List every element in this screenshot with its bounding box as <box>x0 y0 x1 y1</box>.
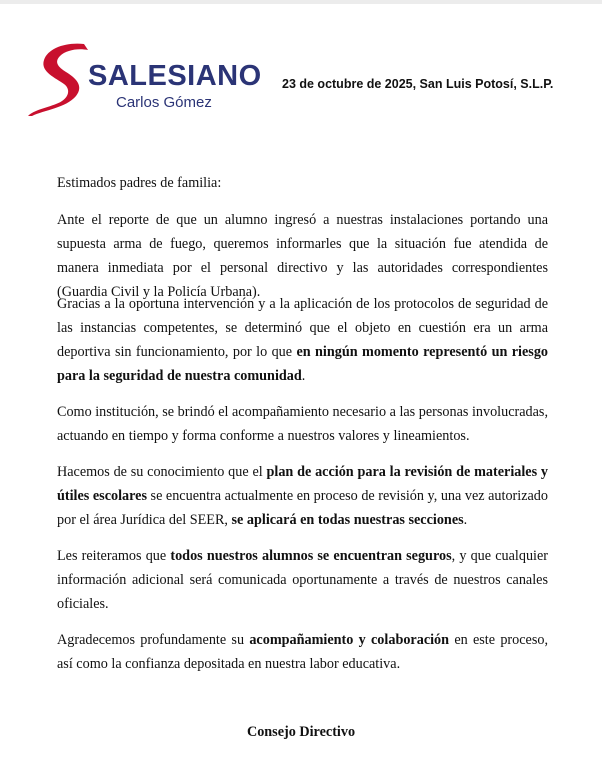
logo-subtitle: Carlos Gómez <box>116 94 212 111</box>
emphasis: acompañamiento y colaboración <box>249 632 450 648</box>
paragraph-3: Como institución, se brindó el acompañamiento necesario a las personas involucradas, actuando en tiempo y forma conforme a nuestros valores y lineamientos. <box>57 404 548 444</box>
paragraph-5: Les reiteramos que todos nuestros alumnos se encuentran seguros, y que cualquier información adicional será comunicada oportunamente a través de nuestros canales oficiales. <box>57 548 549 612</box>
emphasis: plan de acción para la revisión de materiales y útiles escolares <box>57 464 548 504</box>
paragraph-6: Agradecemos profundamente su acompañamiento y colaboración en este proceso, así como la confianza depositada en nuestra labor educativa. <box>57 632 548 672</box>
paragraph-2: Gracias a la oportuna intervención y a la aplicación de los protocolos de seguridad de las instancias competentes, se determinó que el objeto en cuestión era un arma deportiva sin funcionamiento, por lo que en ningún momento representó un riesgo para la seguridad de nuestra comunidad. <box>57 296 549 384</box>
top-border <box>0 0 602 4</box>
paragraph-1: Ante el reporte de que un alumno ingresó a nuestras instalaciones portando una supuesta arma de fuego, queremos informarles que la situación fue atendida de manera inmediata por el personal directivo y las autoridades correspondientes (Guardia Civil y la Policía Urbana). <box>57 212 548 300</box>
paragraph-4: Hacemos de su conocimiento que el plan de acción para la revisión de materiales y útiles escolares se encuentra actualmente en proceso de revisión y, una vez autorizado por el área Jurídica del SEER, se aplicará en todas nuestras secciones. <box>57 464 548 528</box>
logo-s-mark-icon <box>26 40 96 120</box>
emphasis: se aplicará en todas nuestras secciones <box>231 512 464 528</box>
emphasis: todos nuestros alumnos se encuentran seguros <box>170 548 452 564</box>
salutation: Estimados padres de familia: <box>57 175 222 191</box>
date-place: 23 de octubre de 2025, San Luis Potosí, S.L.P. <box>282 77 554 91</box>
emphasis: en ningún momento representó un riesgo para la seguridad de nuestra comunidad <box>57 344 549 384</box>
logo-wordmark: SALESIANO <box>88 60 262 92</box>
salesiano-logo <box>26 40 262 120</box>
signature: Consejo Directivo <box>246 724 356 740</box>
